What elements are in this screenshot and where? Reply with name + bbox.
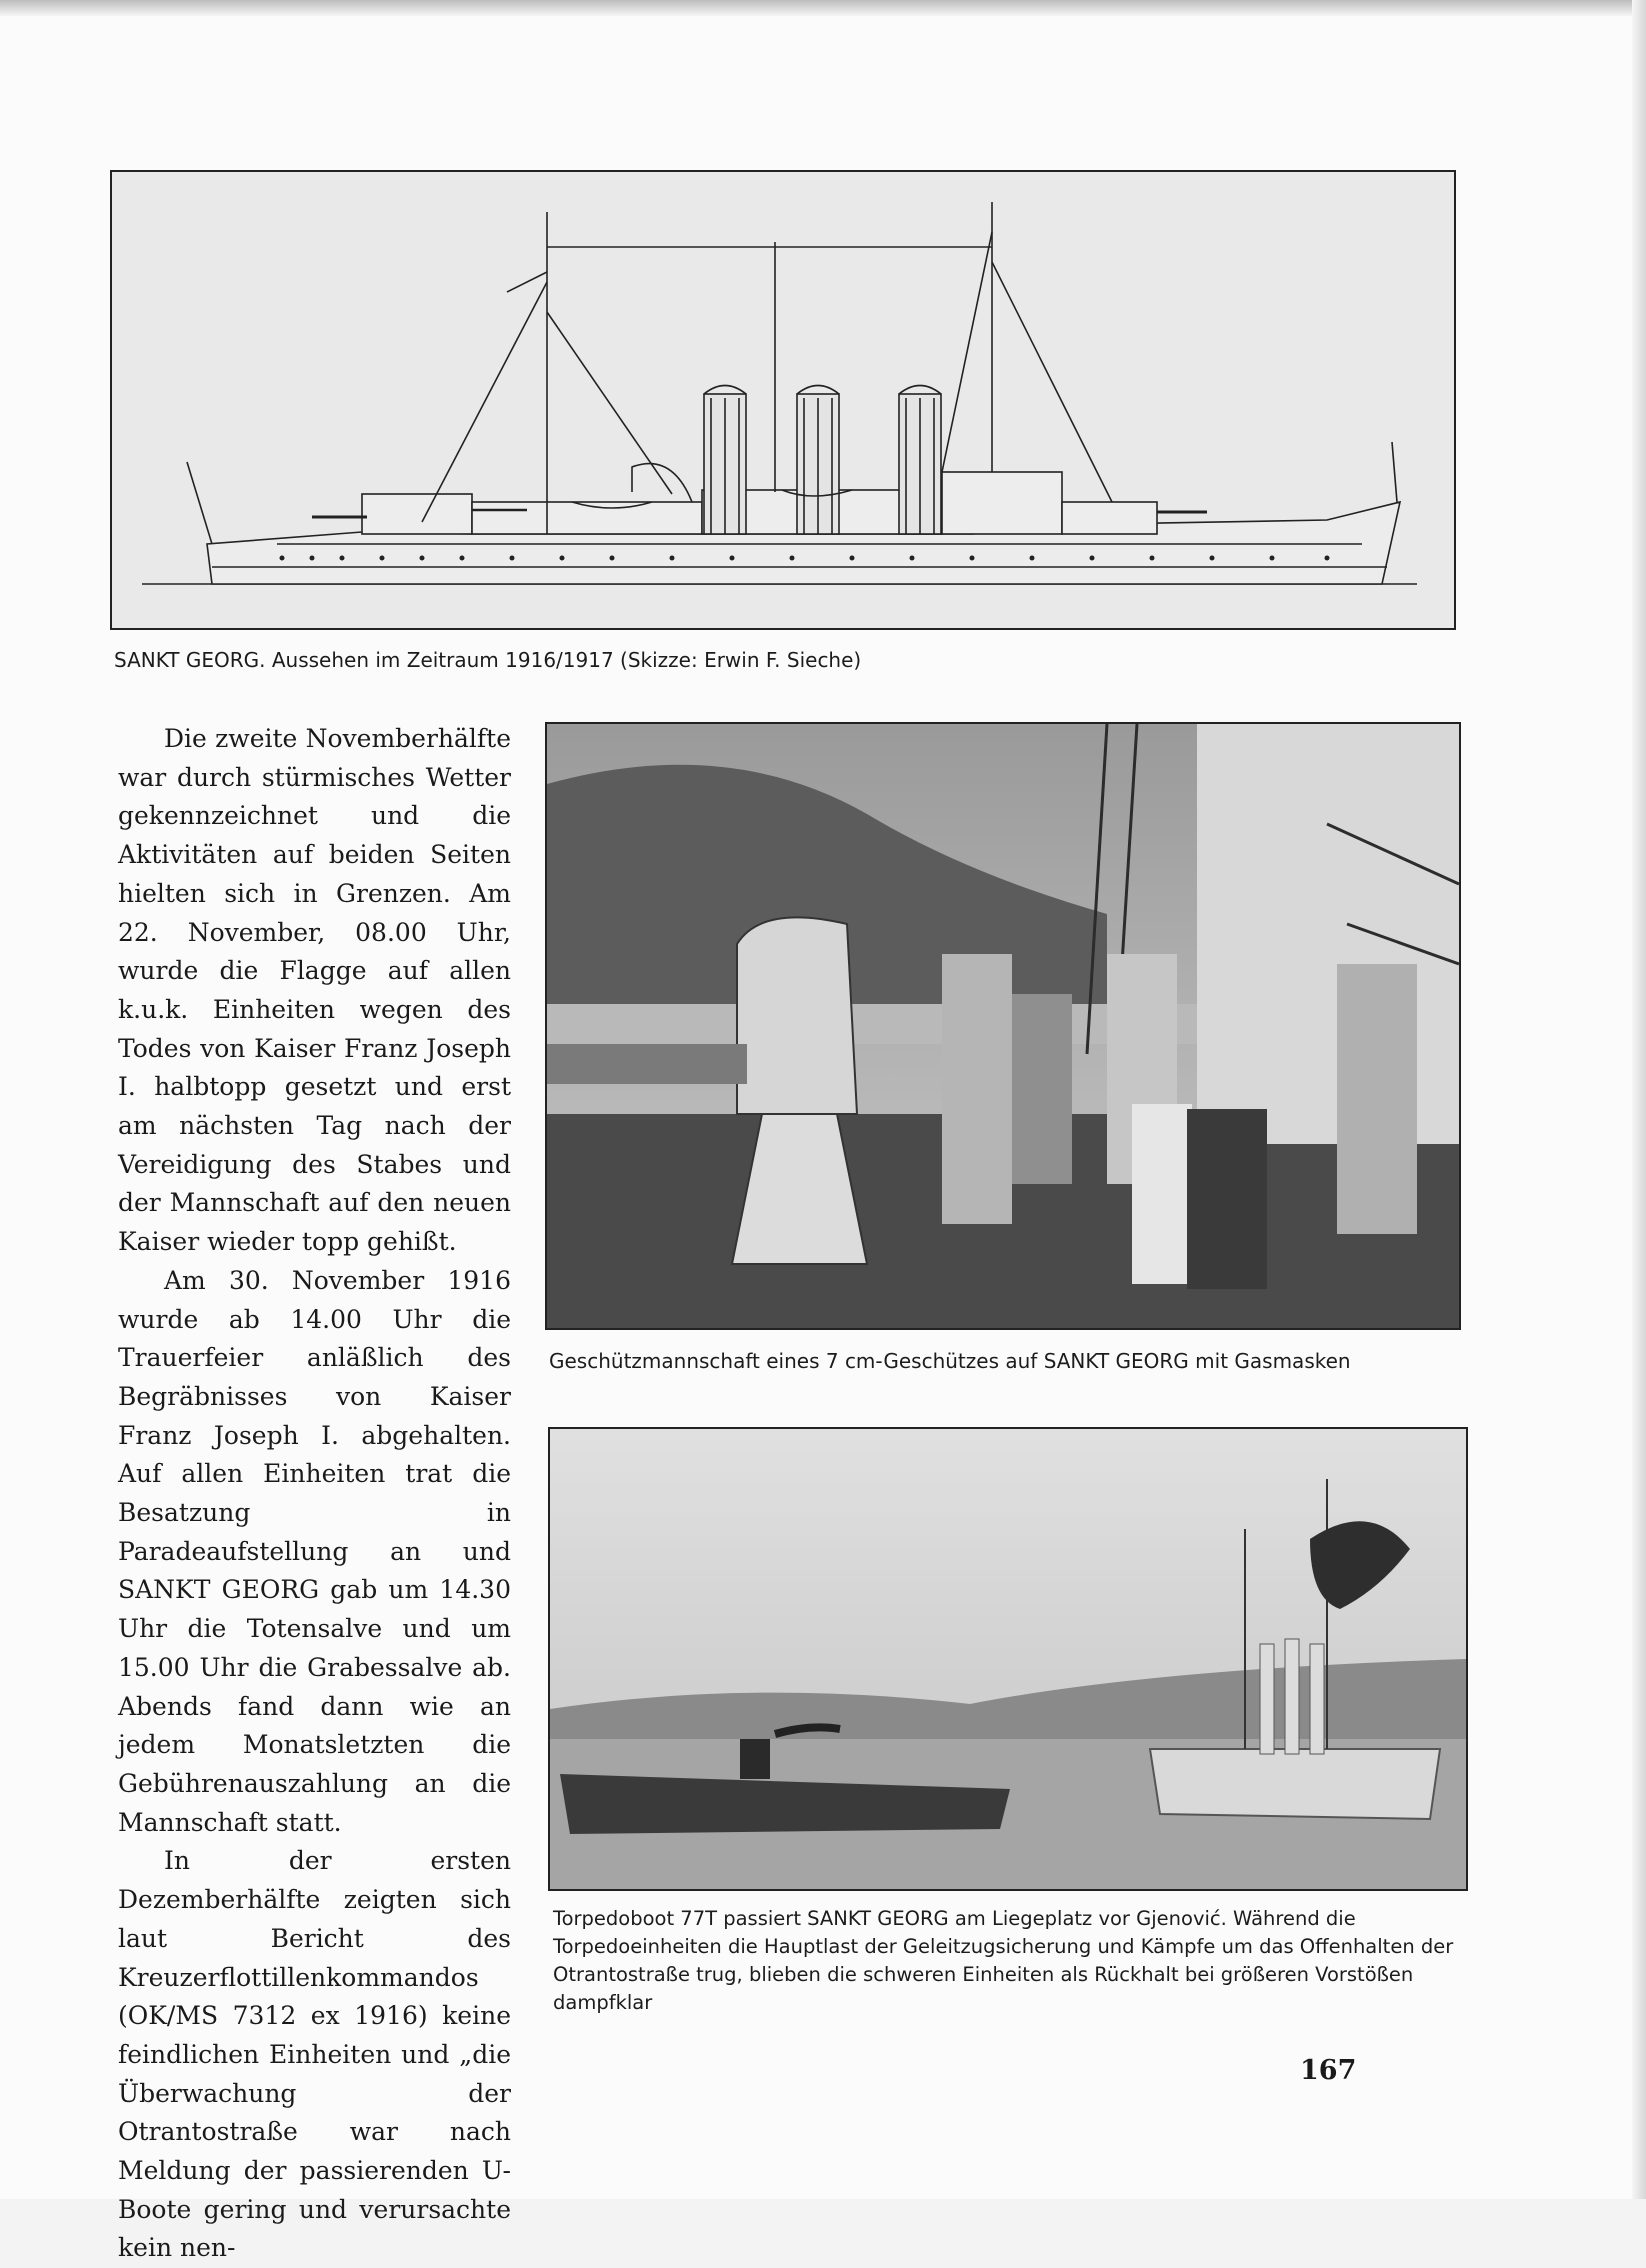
- gun-crew-photo-image: [547, 724, 1459, 1328]
- harbor-caption: Torpedoboot 77T passiert SANKT GEORG am Liegeplatz vor Gjenović. Während die Torpedoeinheiten die Hauptlast der Geleitzugsicherung und Kämpfe um das Offenhalten der Otrantostraße trug, blieben die schweren Einheiten als Rückhalt bei größeren Vorstößen dampfklar: [553, 1907, 1454, 2014]
- paragraph-3: In der ersten Dezemberhälfte zeigten sich laut Bericht des Kreuzerflottillenkommandos (OK/MS 7312 ex 1916) keine feindlichen Einheiten und „die Überwachung der Otrantostraße war nach Meldung der passierenden U-Boote gering und verursachte kein nen-: [118, 1846, 511, 2263]
- ship-sketch-figure: [110, 170, 1456, 630]
- paragraph-1: Die zweite Novemberhälfte war durch stürmisches Wetter gekennzeichnet und die Aktivitäten auf beiden Seiten hielten sich in Grenzen. Am 22. November, 08.00 Uhr, wurde die Flagge auf allen k.u.k. Einheiten wegen des Todes von Kaiser Franz Joseph I. halbtopp gesetzt und erst am nächsten Tag nach der Vereidigung des Stabes und der Mannschaft auf den neuen Kaiser wieder topp gehißt.: [118, 724, 511, 1257]
- harbor-photo: [548, 1427, 1468, 1891]
- gun-crew-caption: Geschützmannschaft eines 7 cm-Geschützes auf SANKT GEORG mit Gasmasken: [549, 1349, 1351, 1373]
- ship-line-drawing: [112, 172, 1454, 628]
- scan-edge-right: [1632, 0, 1646, 2199]
- body-text-column: [118, 720, 511, 2268]
- gun-crew-photo: [545, 722, 1461, 1330]
- harbor-photo-image: [550, 1429, 1466, 1889]
- scan-edge-top: [0, 0, 1646, 16]
- page-number: 167: [1300, 2055, 1357, 2086]
- paragraph-2: Am 30. November 1916 wurde ab 14.00 Uhr die Trauerfeier anläßlich des Begräbnisses von Kaiser Franz Joseph I. abgehalten. Auf allen Einheiten trat die Besatzung in Paradeaufstellung an und SANKT GEORG gab um 14.30 Uhr die Totensalve und um 15.00 Uhr die Grabessalve ab. Abends fand dann wie an jedem Monatsletzten die Gebührenauszahlung an die Mannschaft statt.: [118, 1265, 511, 1837]
- sketch-caption: SANKT GEORG. Aussehen im Zeitraum 1916/1917 (Skizze: Erwin F. Sieche): [114, 648, 862, 672]
